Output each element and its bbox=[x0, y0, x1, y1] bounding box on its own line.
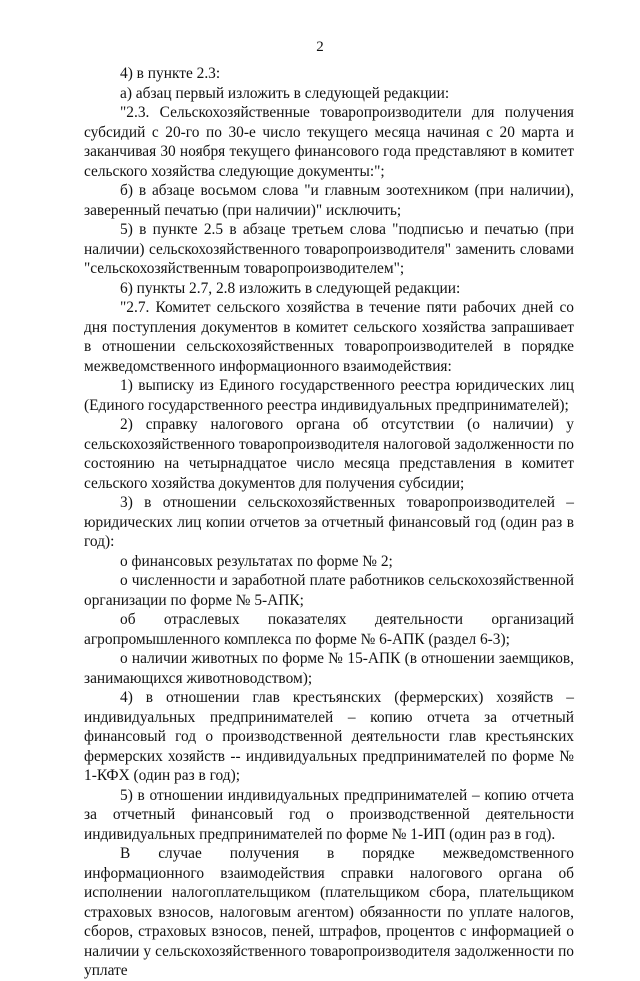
paragraph: 3) в отношении сельскохозяйственных товаропроизводителей – юридических лиц копии отчетов за отчетный финансовый год (один раз в год): bbox=[84, 494, 574, 550]
paragraph: 6) пункты 2.7, 2.8 изложить в следующей редакции: bbox=[120, 279, 461, 297]
paragraph: о наличии животных по форме № 15-АПК (в отношении заемщиков, занимающихся животноводством); bbox=[84, 650, 574, 687]
paragraph: 2) справку налогового органа об отсутствии (о наличии) у сельскохозяйственного товаропроизводителя налоговой задолженности по состоянию на четырнадцатое число месяца представления в комитет сельского хозяйства документов для получения субсидии; bbox=[84, 416, 574, 492]
paragraph: об отраслевых показателях деятельности организаций агропромышленного комплекса по форме № 6-АПК (раздел 6-3); bbox=[84, 611, 574, 648]
paragraph: В случае получения в порядке межведомственного информационного взаимодействия справки налогового органа об исполнении налогоплательщиком (плательщиком сбора, плательщиком страховых взносов, налоговым агентом) обязанности по уплате налогов, сборов, страховых взносов, пеней, штрафов, процентов с информацией о наличии у сельскохозяйственного товаропроизводителя задолженности по уплате bbox=[84, 845, 574, 979]
paragraph: 5) в пункте 2.5 в абзаце третьем слова "подписью и печатью (при наличии) сельскохозяйственного товаропроизводителя" заменить словами "сельскохозяйственным товаропроизводителем"; bbox=[84, 221, 574, 277]
paragraph: а) абзац первый изложить в следующей редакции: bbox=[120, 84, 450, 102]
paragraph: 4) в отношении глав крестьянских (фермерских) хозяйств – индивидуальных предпринимателей – копию отчета за отчетный финансовый год о производственной деятельности глав крестьянских фермерских хозяйств -- индивидуальных предпринимателей по форме № 1-КФХ (один раз в год); bbox=[84, 689, 574, 784]
paragraph: 5) в отношении индивидуальных предпринимателей – копию отчета за отчетный финансовый год о производственной деятельности индивидуальных предпринимателей по форме № 1-ИП (один раз в год). bbox=[84, 786, 574, 843]
paragraph: о численности и заработной плате работников сельскохозяйственной организации по форме № 5-АПК; bbox=[84, 572, 574, 609]
paragraph: б) в абзаце восьмом слова "и главным зоотехником (при наличии), заверенный печатью (при наличии)" исключить; bbox=[84, 182, 574, 219]
paragraph: 1) выписку из Единого государственного реестра юридических лиц (Единого государственного реестра индивидуальных предпринимателей); bbox=[84, 377, 574, 414]
paragraph: о финансовых результатах по форме № 2; bbox=[120, 552, 393, 570]
paragraph: "2.7. Комитет сельского хозяйства в течение пяти рабочих дней со дня поступления документов в комитет сельского хозяйства запрашивает в отношении сельскохозяйственных товаропроизводителей в порядке межведомственного информационного взаимодействия: bbox=[84, 299, 574, 375]
paragraph: 4) в пункте 2.3: bbox=[120, 65, 221, 82]
page-number: 2 bbox=[316, 39, 324, 55]
document-body bbox=[84, 64, 574, 981]
paragraph: "2.3. Сельскохозяйственные товаропроизводители для получения субсидий с 20-го по 30-е число текущего месяца начиная с 20 марта и заканчивая 30 ноября текущего финансового года представляют в комитет сельского хозяйства следующие документы:"; bbox=[84, 104, 574, 180]
